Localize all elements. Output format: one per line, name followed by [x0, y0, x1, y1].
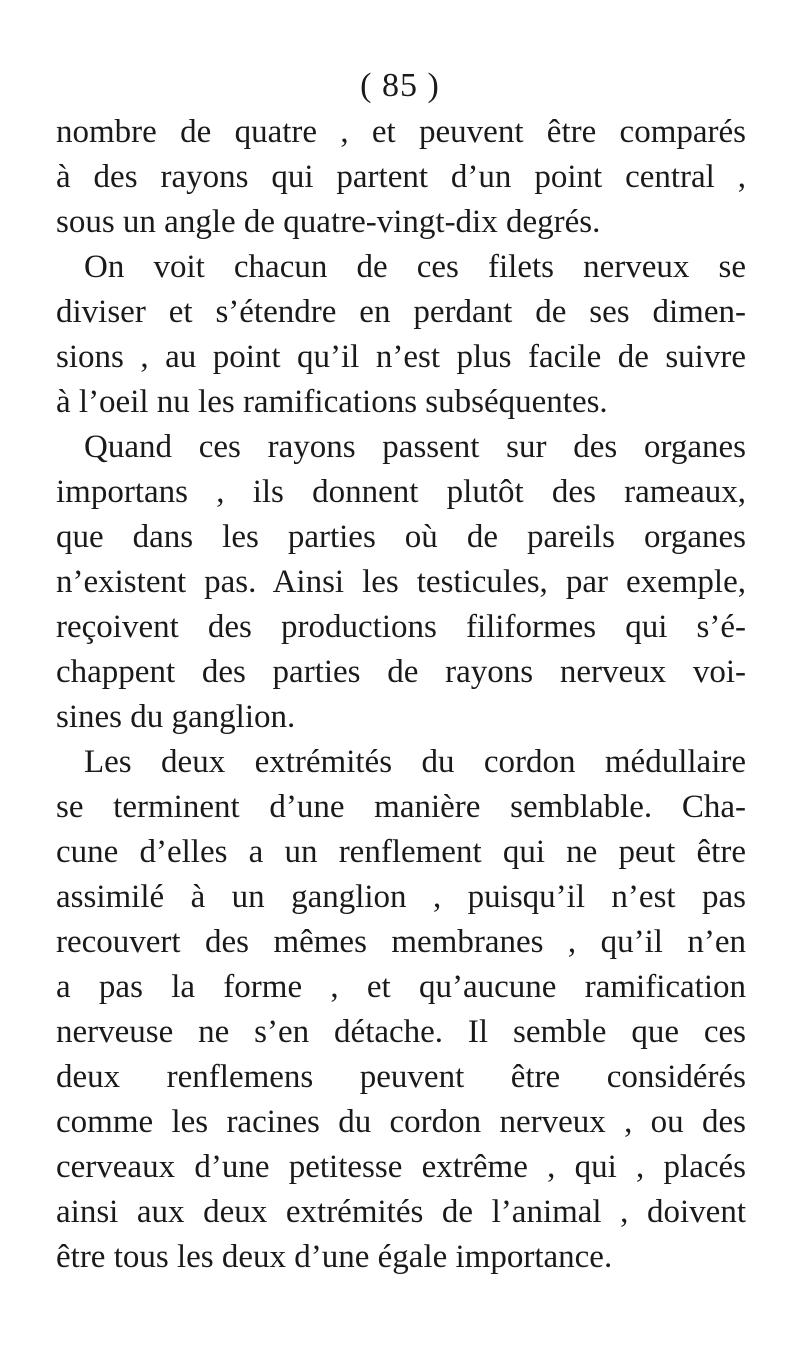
text-line: deux renflemens peuvent être considérés — [56, 1059, 746, 1095]
text-line: ainsi aux deux extrémités de l’animal , doivent — [56, 1194, 746, 1230]
text-line: à des rayons qui partent d’un point central , — [56, 159, 746, 195]
text-line: sous un angle de quatre-vingt-dix degrés. — [56, 204, 601, 240]
text-line: On voit chacun de ces filets nerveux se — [84, 249, 746, 285]
text-line: a pas la forme , et qu’aucune ramification — [56, 969, 746, 1005]
text-line: se terminent d’une manière semblable. Cha- — [56, 789, 746, 825]
text-line: Les deux extrémités du cordon médullaire — [84, 744, 746, 780]
text-line: sines du ganglion. — [56, 699, 296, 735]
page-number: ( 85 ) — [360, 67, 440, 104]
text-line: n’existent pas. Ainsi les testicules, par exemple, — [56, 564, 746, 600]
text-line: reçoivent des productions filiformes qui s’é- — [56, 609, 746, 645]
text-line: cune d’elles a un renflement qui ne peut être — [56, 834, 746, 870]
text-line: être tous les deux d’une égale importance. — [56, 1239, 613, 1275]
text-line: à l’oeil nu les ramifications subséquentes. — [56, 384, 608, 420]
text-line: cerveaux d’une petitesse extrême , qui , placés — [56, 1149, 746, 1185]
text-line: chappent des parties de rayons nerveux voi- — [56, 654, 746, 690]
text-line: diviser et s’étendre en perdant de ses dimen- — [56, 294, 746, 330]
text-line: sions , au point qu’il n’est plus facile de suivre — [56, 339, 746, 375]
text-line: recouvert des mêmes membranes , qu’il n’en — [56, 924, 746, 960]
text-line: assimilé à un ganglion , puisqu’il n’est pas — [56, 879, 746, 915]
text-line: que dans les parties où de pareils organes — [56, 519, 746, 555]
text-line: nombre de quatre , et peuvent être comparés — [56, 114, 746, 150]
text-line: nerveuse ne s’en détache. Il semble que ces — [56, 1014, 746, 1050]
body-text — [56, 110, 746, 1280]
text-line: comme les racines du cordon nerveux , ou des — [56, 1104, 746, 1140]
text-line: importans , ils donnent plutôt des rameaux, — [56, 474, 746, 510]
text-line: Quand ces rayons passent sur des organes — [84, 429, 746, 465]
